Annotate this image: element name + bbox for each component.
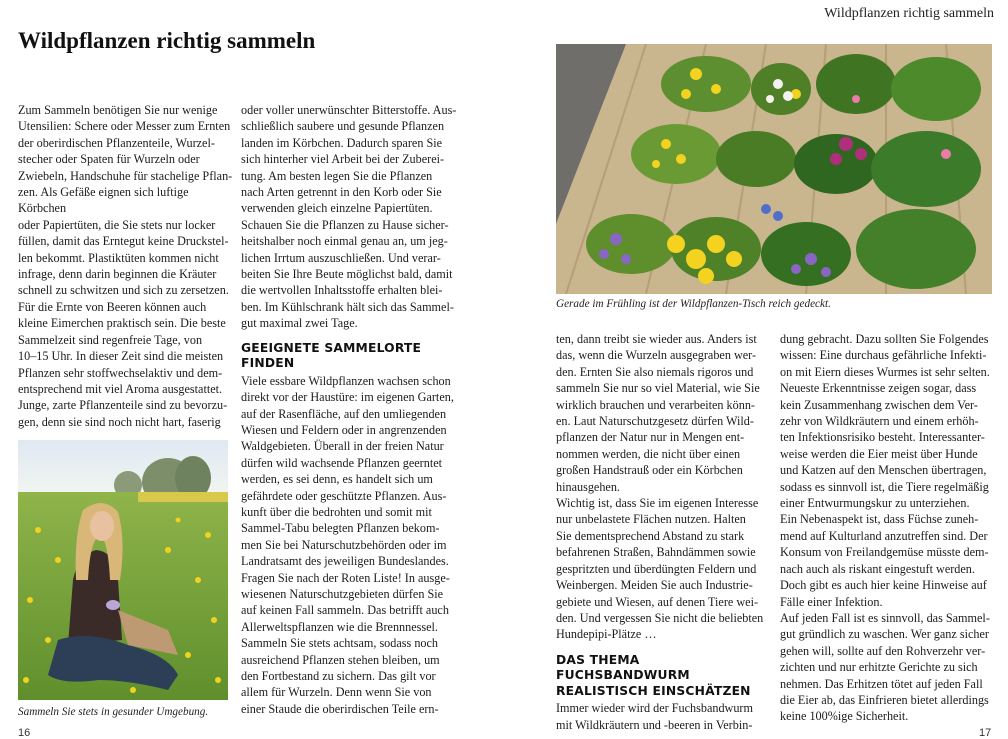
section-heading-sammelorte: GEEIGNETE SAMMELORTE FINDEN [241,340,422,371]
paragraph-flaechen: Wichtig ist, dass Sie im eigenen Interesse nur unbelastete Flächen nutzen. Halten Sie dementsprechend Abstand zu stark befahrenen Straßen, Bahndämmen sowie gespritzten und überdüngten Feldern und Weinbergen. Meiden Sie auch Industrie- gebiete und Wiesen, auf denen Tiere wei- den. Und vergessen Sie nicht die beliebten Hundepipi-Plätze … [556,496,764,642]
paragraph-utensilien: Zum Sammeln benötigen Sie nur wenige Utensilien: Schere oder Messer zum Ernten der oberirdischen Pflanzenteile, Wurzel- stecher oder Spaten für Wurzeln oder Zwiebeln, Handschuhe für stachelige Pflan- zen. Als Gefäße eignen sich luftige Körbchen oder Papiertüten, die Sie stets nur locker füllen, damit das Erntegut keine Druckstel- len bekommt. Plastiktüten kommen nicht infrage, denn darin beginnen die Kräuter schnell zu schwitzen und sich zu zersetzen. Für die Ernte von Beeren können auch kleine Eimerchen praktisch sein. Die beste Sammelzeit sind regenfreie Tage, von 10–15 Uhr. In dieser Zeit sind die meisten Pflanzen sehr stoffwechselaktiv und dem- entsprechend mit viel Aroma ausgestattet. Junge, zarte Pflanzenteile sind zu bevorzu- gen, denn sie sind noch nicht hart, faserig [18,103,233,429]
paragraph-infektion: dung gebracht. Dazu sollten Sie Folgendes wissen: Eine durchaus gefährliche Infekti- on mit Eiern dieses Wurmes ist sehr selten. Neueste Erkenntnisse zeigen sogar, dass kein Zusammenhang zwischen dem Ver- zehr von Wildkräutern und einem erhöh- ten Infektionsrisiko besteht. Interessanter- weise werden die Eier meist über Hunde und Katzen auf den Menschen übertragen, sodass es sinnvoll ist, die Tiere regelmäßig einer Entwurmungskur zu unterziehen. Ein Nebenaspekt ist, dass Füchse zuneh- mend auf Kulturland anzutreffen sind. Der Konsum von Freilandgemüse müsste dem- nach auch als riskant eingestuft werden. Doch gibt es auch hier keine Hinweise auf Fälle einer Infektion. [780,332,990,609]
caption-right-photo: Gerade im Frühling ist der Wildpflanzen-Tisch reich gedeckt. [556,298,831,310]
paragraph-fuchsbandwurm-intro: Immer wieder wird der Fuchsbandwurm mit Wildkräutern und -beeren in Verbin- [556,701,753,732]
wild-plants-table-photo [556,44,992,294]
page-number-left: 16 [18,727,31,739]
right-column-2 [780,331,1002,725]
running-head: Wildpflanzen richtig sammeln [824,6,994,21]
right-column-1 [556,331,776,733]
paragraph-wurzeln: ten, dann treibt sie wieder aus. Anders ist das, wenn die Wurzeln ausgegraben wer- den. Ernten Sie also niemals rigoros und sammeln Sie nur so viel Material, wie Sie wirklich brauchen und verarbeiten könn- en. Laut Naturschutzgesetz dürfen Wild- pflanzen der Natur nur in Mengen ent- nommen werden, die nicht über einen großen Handstrauß oder ein Körbchen hinausgehen. [556,332,760,494]
paragraph-sammelorte: Viele essbare Wildpflanzen wachsen schon direkt vor der Haustüre: im eigenen Garten, auf der Rasenfläche, auf den umliegenden Wiesen und Feldern oder in angrenzenden Waldgebieten. Überall in der freien Natur dürfen wild wachsende Pflanzen geerntet werden, es sei denn, es handelt sich um gefährdete oder geschützte Pflanzen. Aus- kunft über die bedrohten und somit mit Sammel-Tabu belegten Pflanzen bekom- men Sie bei Naturschutzbehörden oder im Landratsamt des jeweiligen Bundeslandes. Fragen Sie nach der Roten Liste! In ausge- wiesenen Naturschutzgebieten dürfen Sie auf keinen Fall sammeln. Das betrifft auch Allerweltspflanzen wie die Brennnessel. Sammeln Sie stets achtsam, sodass noch ausreichend Pflanzen stehen bleiben, um den Fortbestand zu sichern. Das gilt vor allem für Wurzeln. Denn wenn Sie von einer Staude die oberirdischen Teile ern- [241,373,454,716]
left-column-2 [241,102,465,717]
page-title: Wildpflanzen richtig sammeln [18,28,316,53]
caption-left-photo: Sammeln Sie stets in gesunder Umgebung. [18,706,209,718]
left-page [0,0,500,738]
page-number-right: 17 [979,727,992,739]
section-heading-fuchsbandwurm: DAS THEMA FUCHSBANDWURM REALISTISCH EINSCHÄTZEN [556,652,751,698]
paragraph-bitterstoffe: oder voller unerwünschter Bitterstoffe. Aus- schließlich saubere und gesunde Pflanzen landen im Körbchen. Dadurch sparen Sie sich hinterher viel Arbeit bei der Zuberei- tung. Am besten legen Sie die Pflanzen nach Arten getrennt in den Korb oder Sie verwenden gleich einzelne Papiertüten. Schauen Sie die Pflanzen zu Hause sicher- heitshalber noch einmal genau an, um jeg- lichen Irrtum auszuschließen. Und verar- beiten Sie Ihre Beute möglichst bald, damit die wertvollen Inhaltsstoffe erhalten blei- ben. Im Kühlschrank hält sich das Sammel- gut maximal zwei Tage. [241,103,457,331]
right-page [500,0,1008,738]
left-column-1 [18,102,236,430]
paragraph-waschen: Auf jeden Fall ist es sinnvoll, das Sammel- gut gründlich zu waschen. Wer ganz sicher gehen will, sollte auf den Rohverzehr ver- zichten und nur erhitzte Gerichte zu sich nehmen. Das Erhitzen tötet auf jeden Fall die Eier ab, das Einfrieren bietet allerdings keine 100%ige Sicherheit. [780,610,990,724]
girl-meadow-photo [18,440,228,700]
